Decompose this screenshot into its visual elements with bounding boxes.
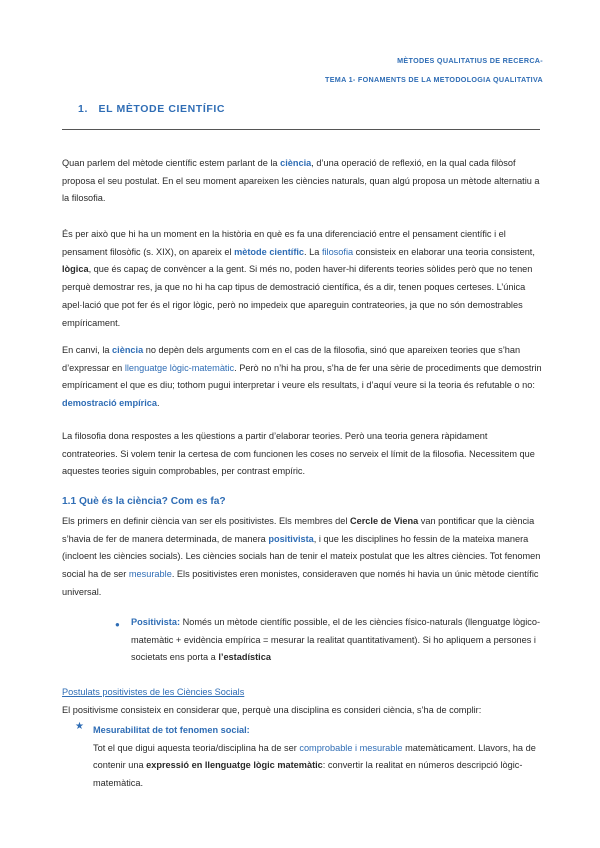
section-heading (78, 103, 225, 115)
bullet-dot-icon: ● (115, 620, 120, 629)
star-item-mesurabilitat: Mesurabilitat de tot fenomen social: Tot el que digui aquesta teoria/disciplina ha de ser comprobable i mesurable matemàticament. Llavors, ha de contenir una expressió en llenguatge lògic matemàtic: convertir la realitat en números descripció lògic-matemàtica. (93, 722, 543, 793)
paragraph-1: Quan parlem del mètode científic estem parlant de la ciència, d’una operació de reflexió, en la qual cada filòsof proposa el seu postulat. En el seu moment apareixen les ciències naturals, quan algú proposa un mètode alternatiu a la filosofia. (62, 158, 540, 204)
paragraph-4: La filosofia dona respostes a les qüestions a partir d’elaborar teories. Però una teoria genera ràpidament contrateories. Si volem tenir la certesa de com funcionen les coses no serveix el límit de la filosofia. Necessitem que aquestes teories siguin comprobables, per contrast empíric. (62, 431, 535, 477)
section-number: 1. (78, 103, 88, 115)
paragraph-3: En canvi, la ciència no depèn dels arguments com en el cas de la filosofia, sinó que apareixen teories que s’han d’expressar en llenguatge lògic-matemàtic. Però no n’hi ha prou, s’ha de fer una sèrie de procediments que demostrin empíricament el que es diu; tothom pugui interpretar i veure els resultats, i d’aquí veure si la teoria és refutable o no: demostració empírica. (62, 345, 542, 409)
running-header-topic: TEMA 1- FONAMENTS DE LA METODOLOGIA QUALITATIVA (325, 75, 543, 84)
section-title: EL MÈTODE CIENTÍFIC (98, 103, 226, 115)
postulats-link[interactable]: Postulats positivistes de les Ciències Socials (62, 687, 245, 697)
running-header-course: MÈTODES QUALITATIUS DE RECERCA- (397, 56, 543, 65)
paragraph-2: És per això que hi ha un moment en la història en què es fa una diferenciació entre el pensament científic i el pensament filosòfic (s. XIX), on apareix el mètode científic. La filosofia consisteix en elaborar una teoria consistent, lògica, que és capaç de convèncer a la gent. Si més no, poden haver-hi diferents teories sòlides però que no tenen perquè demostrar res, ja que no hi ha cap tipus de demostració científica, és a dir, tenen poques certeses. L’única apel·lació que pot fer és el rigor lògic, però no impedeix que apareguin contrateories, ja que no són demostrables empíricament. (62, 229, 535, 328)
section-divider (62, 129, 540, 130)
star-item-label: Mesurabilitat de tot fenomen social: (93, 725, 250, 735)
star-icon: ★ (75, 721, 84, 732)
paragraph-6: El positivisme consisteix en considerar que, perquè una disciplina es consideri ciència, s’ha de complir: (62, 705, 482, 715)
subsection-heading: 1.1 Què és la ciència? Com es fa? (62, 496, 226, 507)
paragraph-5: Els primers en definir ciència van ser els positivistes. Els membres del Cercle de Viena van pontificar que la ciència s’havia de fer de manera determinada, de manera positivista, i que les disciplines ho fessin de la mateixa manera (incloent les ciències socials). Les ciències socials han de tenir el mateix postulat que les altres ciències. Tot fenomen social ha de ser mesurable. Els positivistes eren monistes, consideraven que només hi havia un únic mètode científic universal. (62, 516, 541, 597)
bullet-positivista: Positivista: Només un mètode científic possible, el de les ciències físico-naturals (llenguatge lògico-matemàtic + evidència empírica = mesurar la realitat quantitativament). Si ho apliquem a persones i societats ens porta a l’estadística (131, 617, 541, 663)
